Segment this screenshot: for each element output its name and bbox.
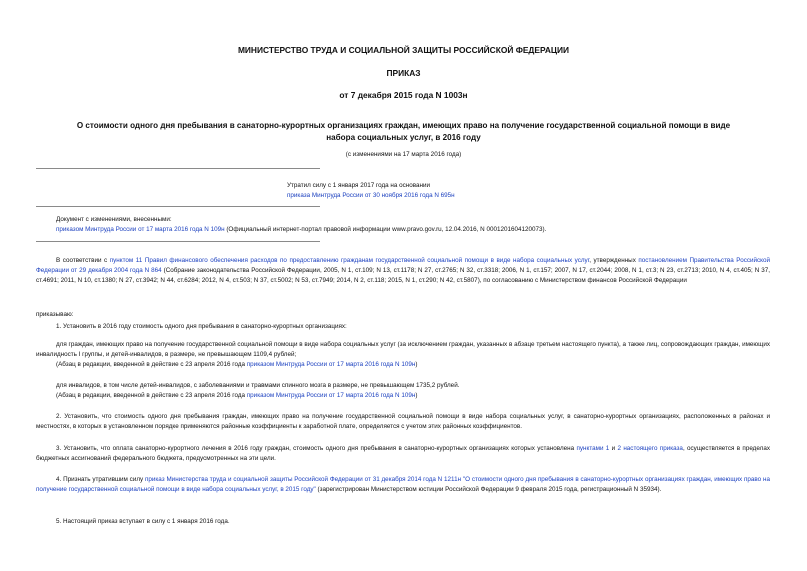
divider bbox=[36, 206, 320, 207]
title-line-1: О стоимости одного дня пребывания в санаторно-курортных организациях граждан, имеющих право на получение государственной социальной помощи в виде bbox=[76, 121, 731, 130]
divider bbox=[36, 241, 320, 242]
item-1-sub-a: для граждан, имеющих право на получение государственной социальной помощи в виде набора социальных услуг (за исключением граждан, указанных в абзаце третьем настоящего пункта), а также лиц, сопровождающих граждан, имеющих инвалидность I группы, и детей-инвалидов, в размере, не превышающем 1109,4 рублей; bbox=[36, 341, 770, 358]
item-3 bbox=[36, 444, 770, 464]
item-3-link-1[interactable]: пунктами 1 bbox=[576, 445, 610, 452]
item-5: 5. Настоящий приказ вступает в силу с 1 января 2016 года. bbox=[56, 518, 230, 525]
item-1-note-a bbox=[56, 360, 417, 370]
changes-doc-line bbox=[56, 226, 546, 233]
item-3-text: и bbox=[609, 445, 618, 452]
title-line-2: набора социальных услуг, в 2016 году bbox=[326, 133, 481, 142]
item-3-link-2[interactable]: 2 настоящего приказа bbox=[617, 445, 683, 452]
order-word: приказываю: bbox=[36, 311, 74, 318]
item-3-text: , осуществляется в пределах бюджетных ассигнований федерального бюджета, предусмотренных на эти цели. bbox=[36, 445, 770, 462]
note-a-link[interactable]: приказом Минтруда России от 17 марта 2016 года N 109н bbox=[246, 361, 416, 368]
preamble-text: В соответствии с bbox=[56, 257, 110, 264]
item-4 bbox=[36, 475, 770, 495]
changes-doc-label: Документ с изменениями, внесенными: bbox=[56, 216, 172, 223]
item-1-sub-b: для инвалидов, в том числе детей-инвалидов, с заболеваниями и травмами спинного мозга в размере, не превышающем 1735,2 рублей. bbox=[56, 382, 460, 389]
note-b-link[interactable]: приказом Минтруда России от 17 марта 2016 года N 109н bbox=[246, 392, 416, 399]
doc-type-heading: ПРИКАЗ bbox=[386, 68, 421, 78]
preamble-paragraph bbox=[36, 256, 770, 286]
preamble-link-resolution[interactable]: постановлением Правительства Российской Федерации от 29 декабря 2004 года N 864 bbox=[36, 257, 771, 274]
item-3-text: 3. Установить, что оплата санаторно-курортного лечения в 2016 году граждан, стоимость одного дня пребывания в санаторно-курортных организациях которых установлена bbox=[56, 445, 577, 452]
item-4-link[interactable]: приказ Министерства труда и социальной защиты Российской Федерации от 31 декабря 2014 года N 1211н "О стоимости одного дня пребывания в санаторно-курортных организациях граждан, имеющих право на получение государственной социальной помощи в виде набора социальных услуг, в 2015 году" bbox=[36, 476, 770, 493]
preamble-text: , утвержденных bbox=[589, 257, 639, 264]
note-text: (Абзац в редакции, введенной в действие с 23 апреля 2016 года bbox=[56, 361, 247, 368]
item-1: 1. Установить в 2016 году стоимость одного дня пребывания в санаторно-курортных организациях: bbox=[56, 323, 347, 330]
expired-line: Утратил силу с 1 января 2017 года на основании bbox=[287, 182, 431, 189]
divider bbox=[36, 168, 320, 169]
ministry-heading: МИНИСТЕРСТВО ТРУДА И СОЦИАЛЬНОЙ ЗАЩИТЫ РОССИЙСКОЙ ФЕДЕРАЦИИ bbox=[237, 45, 570, 55]
item-4-text: (зарегистрирован Министерством юстиции Российской Федерации 9 февраля 2015 года, регистрационный N 35934). bbox=[315, 486, 662, 493]
item-2: 2. Установить, что стоимость одного дня пребывания граждан, имеющих право на получение государственной социальной помощи в виде набора социальных услуг, в санаторно-курортных организациях, расположенных в районах и местностях, в которых в установленном порядке применяются районные коэффициенты к заработной плате, определяется с учетом этих районных коэффициентов. bbox=[36, 413, 770, 430]
expired-link[interactable]: приказа Минтруда России от 30 ноября 2016 года N 695н bbox=[287, 192, 455, 199]
item-4-text: 4. Признать утратившим силу bbox=[56, 476, 145, 483]
note-text: ) bbox=[415, 392, 418, 399]
preamble-text: (Собрание законодательства Российской Федерации, 2005, N 1, ст.109; N 13, ст.1178; N 27, ст.2765; N 32, ст.3318; 2006, N 1, ст.157; 2007, N 17, ст.2044; 2008, N 1, ст.3; N 23, ст.2713; 2010, N 4, ст.405; N 37, ст.4691; 2011, N 10, ст.1380; N 27, ст.3942; N 44, ст.6284; 2012, N 4, ст.503; N 37, ст.5002; N 53, ст.7949; 2014, N 2, ст.118; 2015, N 1, ст.290; N 42, ст.5807), по согласованию с Министерством финансов Российской Федерации bbox=[36, 267, 770, 284]
note-text: ) bbox=[415, 361, 418, 368]
note-text: (Абзац в редакции, введенной в действие с 23 апреля 2016 года bbox=[56, 392, 247, 399]
changes-note: (с изменениями на 17 марта 2016 года) bbox=[345, 151, 462, 158]
date-number-heading: от 7 декабря 2015 года N 1003н bbox=[339, 90, 468, 100]
preamble-link-rules[interactable]: пунктом 11 Правил финансового обеспечения расходов по предоставлению гражданам государственной социальной помощи в виде набора социальных услуг bbox=[109, 257, 590, 264]
item-1-note-b bbox=[56, 391, 417, 401]
changes-doc-link[interactable]: приказом Минтруда России от 17 марта 2016 года N 109н bbox=[56, 226, 225, 233]
changes-doc-rest: (Официальный интернет-портал правовой информации www.pravo.gov.ru, 12.04.2016, N 0001201604120073). bbox=[224, 226, 547, 233]
